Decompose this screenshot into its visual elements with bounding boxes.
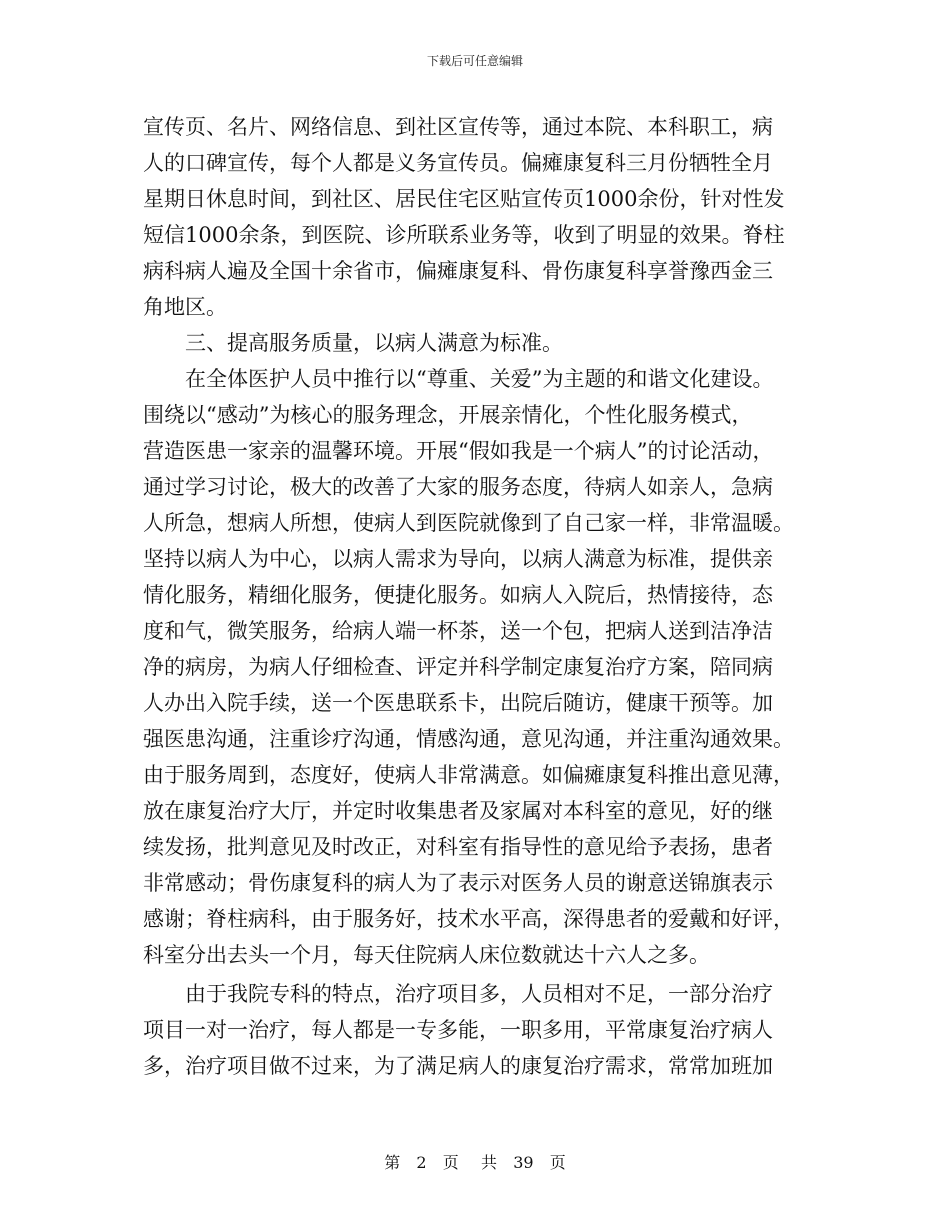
text-line: 非常感动；骨伤康复科的病人为了表示对医务人员的谢意送锦旗表示 (143, 871, 773, 895)
text-line: 围绕以“感动”为核心的服务理念，开展亲情化，个性化服务模式， (143, 403, 753, 427)
text-line: 感谢；脊柱病科，由于服务好，技术水平高，深得患者的爱戴和好评， (143, 907, 794, 931)
text-line: 续发扬，批判意见及时改正，对科室有指导性的意见给予表扬，患者 (143, 835, 773, 859)
text-line: 强医患沟通，注重诊疗沟通，情感沟通，意见沟通，并注重沟通效果。 (143, 727, 794, 751)
text-line: 项目一对一治疗，每人都是一专多能，一职多用，平常康复治疗病人 (143, 1018, 773, 1042)
text-line: 情化服务，精细化服务，便捷化服务。如病人入院后，热情接待，态 (143, 583, 773, 607)
paragraph (143, 976, 803, 1084)
text-line: 病科病人遍及全国十余省市，偏瘫康复科、骨伤康复科享誉豫西金三 (143, 259, 773, 283)
text-line: 科室分出去头一个月，每天住院病人床位数就达十六人之多。 (143, 943, 710, 967)
text-line: 由于服务周到，态度好，使病人非常满意。如偏瘫康复科推出意见薄， (143, 763, 794, 787)
text-line: 人的口碑宣传，每个人都是义务宣传员。偏瘫康复科三月份牺牲全月 (143, 151, 773, 175)
document-body (143, 109, 803, 1084)
page-footer (0, 1152, 950, 1174)
text-line: 放在康复治疗大厅，并定时收集患者及家属对本科室的意见，好的继 (143, 799, 773, 823)
text-line: 三、提高服务质量，以病人满意为标准。 (185, 331, 563, 355)
text-line: 通过学习讨论，极大的改善了大家的服务态度，待病人如亲人，急病 (143, 475, 773, 499)
text-line: 坚持以病人为中心，以病人需求为导向，以病人满意为标准，提供亲 (143, 547, 773, 571)
section-heading (143, 325, 803, 361)
text-line: 人所急，想病人所想，使病人到医院就像到了自己家一样，非常温暖。 (143, 511, 794, 535)
header-text: 下载后可任意编辑 (426, 54, 523, 68)
current-page-number: 2 (416, 1153, 427, 1172)
text-line: 度和气，微笑服务，给病人端一杯茶，送一个包，把病人送到洁净洁 (143, 619, 773, 643)
page-unit-label: 页 (442, 1153, 459, 1172)
text-line: 人办出入院手续，送一个医患联系卡，出院后随访，健康干预等。加 (143, 691, 773, 715)
text-line: 净的病房，为病人仔细检查、评定并科学制定康复治疗方案，陪同病 (143, 655, 773, 679)
text-line: 宣传页、名片、网络信息、到社区宣传等，通过本院、本科职工，病 (143, 115, 773, 139)
text-line: 角地区。 (143, 295, 227, 319)
page-unit-end-label: 页 (549, 1153, 566, 1172)
total-pages-number: 39 (513, 1153, 534, 1172)
page-header (0, 53, 950, 69)
text-line: 营造医患一家亲的温馨环境。开展“假如我是一个病人”的讨论活动， (143, 439, 774, 463)
page-label: 第 (384, 1153, 401, 1172)
text-line: 星期日休息时间，到社区、居民住宅区贴宣传页1000余份，针对性发 (143, 187, 785, 211)
text-line: 在全体医护人员中推行以“尊重、关爱”为主题的和谐文化建设。 (185, 367, 774, 391)
text-line: 短信1000余条，到医院、诊所联系业务等，收到了明显的效果。脊柱 (143, 223, 785, 247)
total-label: 共 (481, 1153, 498, 1172)
text-line: 多，治疗项目做不过来，为了满足病人的康复治疗需求，常常加班加 (143, 1054, 773, 1078)
paragraph (143, 109, 803, 325)
paragraph (143, 361, 803, 973)
text-line: 由于我院专科的特点，治疗项目多，人员相对不足，一部分治疗 (185, 982, 773, 1006)
